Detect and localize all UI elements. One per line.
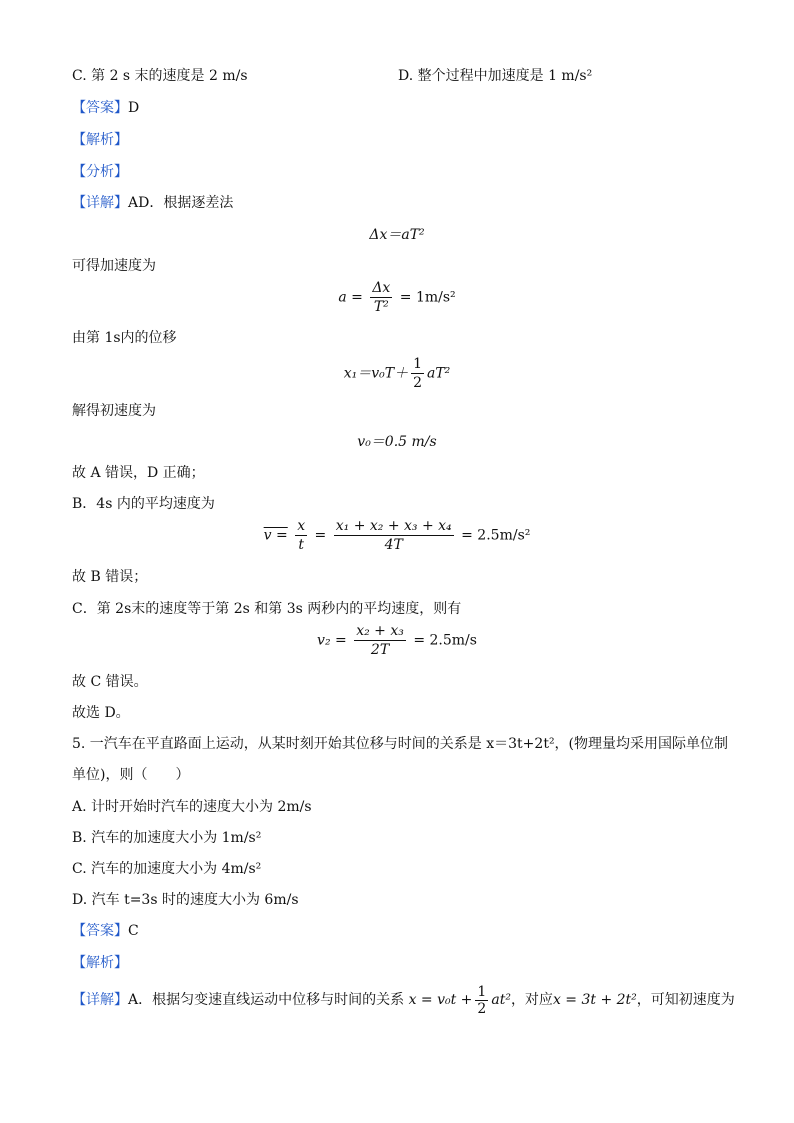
eq6-den: 2T: [370, 642, 390, 658]
equation-5: [0, 518, 794, 553]
text-c: C．第 2s末的速度等于第 2s 和第 3s 两秒内的平均速度，则有: [72, 601, 462, 617]
analysis-tag-2: 【解析】: [72, 955, 128, 971]
equation-6: [0, 623, 794, 658]
eq5-f2-den: 4T: [384, 537, 403, 553]
detail-2-eq-a: x = v₀t +: [408, 992, 473, 1008]
eq5-rhs: = 2.5m/s²: [461, 527, 531, 544]
detail-2-mid: ，对应: [510, 992, 553, 1008]
answer-tag: 【答案】: [72, 923, 128, 939]
text-init-speed: 解得初速度为: [72, 403, 156, 419]
analysis-tag-1: 【解析】: [72, 132, 128, 148]
text-choose: 故选 D。: [72, 705, 130, 721]
text-accel: 可得加速度为: [72, 258, 156, 274]
answer-2: [72, 921, 139, 941]
question-5-line-2: 单位)，则（ ）: [72, 767, 190, 783]
detail-tag: 【详解】: [72, 195, 128, 211]
detail-2-end: ，可知初速度为: [636, 992, 735, 1008]
question-5-option-a: A. 计时开始时汽车的速度大小为 2m/s: [72, 799, 312, 815]
eq3-num: 1: [413, 356, 422, 372]
fenxi-tag: 【分析】: [72, 164, 128, 180]
option-d-top: D. 整个过程中加速度是 1 m/s²: [398, 68, 593, 84]
eq6-fraction: [354, 623, 406, 658]
eq2-fraction: [370, 280, 392, 315]
detail-2-num: 1: [477, 983, 487, 1000]
detail-2-den: 2: [477, 1000, 487, 1017]
answer-value: C: [128, 923, 139, 939]
eq2-den: T²: [373, 299, 389, 315]
detail-2-text: A．根据匀变速直线运动中位移与时间的关系: [128, 992, 405, 1008]
equation-3: [0, 356, 794, 391]
equation-2: [0, 280, 794, 315]
detail-1: [72, 193, 233, 213]
eq6-lhs: v₂ =: [317, 632, 347, 649]
answer-1: [72, 98, 139, 118]
eq2-num: Δx: [372, 280, 391, 296]
eq5-fraction-1: [295, 518, 307, 553]
detail-2-fraction: [475, 985, 488, 1016]
eq3-main: x₁＝v₀T＋: [343, 365, 409, 382]
eq5-mid: =: [314, 527, 327, 544]
text-ad-conclusion: 故 A 错误，D 正确；: [72, 465, 205, 481]
eq5-lhs: v =: [263, 527, 288, 544]
equation-4: v₀＝0.5 m/s: [357, 434, 437, 450]
eq6-num: x₂ + x₃: [356, 623, 404, 639]
detail-2-eq-tail: at²: [491, 992, 511, 1008]
question-5-option-c: C. 汽车的加速度大小为 4m/s²: [72, 861, 262, 877]
option-c-top: C. 第 2 s 末的速度是 2 m/s: [72, 68, 248, 84]
text-displacement: 由第 1s内的位移: [72, 330, 177, 346]
eq5-f1-num: x: [297, 518, 306, 534]
eq6-rhs: = 2.5m/s: [413, 632, 477, 649]
eq2-lhs: a =: [338, 289, 363, 306]
question-5-line-1: 5. 一汽车在平直路面上运动，从某时刻开始其位移与时间的关系是 x＝3t+2t²，(物理量均采用国际单位制: [72, 736, 729, 752]
detail-2-eq-b: x = 3t + 2t²: [552, 992, 637, 1008]
question-5-option-d: D. 汽车 t=3s 时的速度大小为 6m/s: [72, 892, 299, 908]
answer-tag: 【答案】: [72, 100, 128, 116]
answer-value: D: [128, 100, 140, 116]
eq2-rhs: = 1m/s²: [399, 289, 456, 306]
detail-text: AD．根据逐差法: [128, 195, 234, 211]
equation-1: Δx＝aT²: [369, 227, 425, 243]
detail-2: [72, 983, 735, 1017]
eq5-f1-den: t: [298, 537, 304, 553]
eq3-den: 2: [413, 375, 422, 391]
eq5-f2-num: x₁ + x₂ + x₃ + x₄: [335, 518, 452, 534]
text-b-wrong: 故 B 错误；: [72, 569, 148, 585]
text-b: B．4s 内的平均速度为: [72, 496, 215, 512]
detail-tag: 【详解】: [72, 992, 128, 1008]
eq3-tail: aT²: [427, 365, 451, 382]
text-c-wrong: 故 C 错误。: [72, 674, 148, 690]
question-5-option-b: B. 汽车的加速度大小为 1m/s²: [72, 830, 262, 846]
eq5-fraction-2: [334, 518, 454, 553]
eq3-fraction: [411, 356, 424, 391]
